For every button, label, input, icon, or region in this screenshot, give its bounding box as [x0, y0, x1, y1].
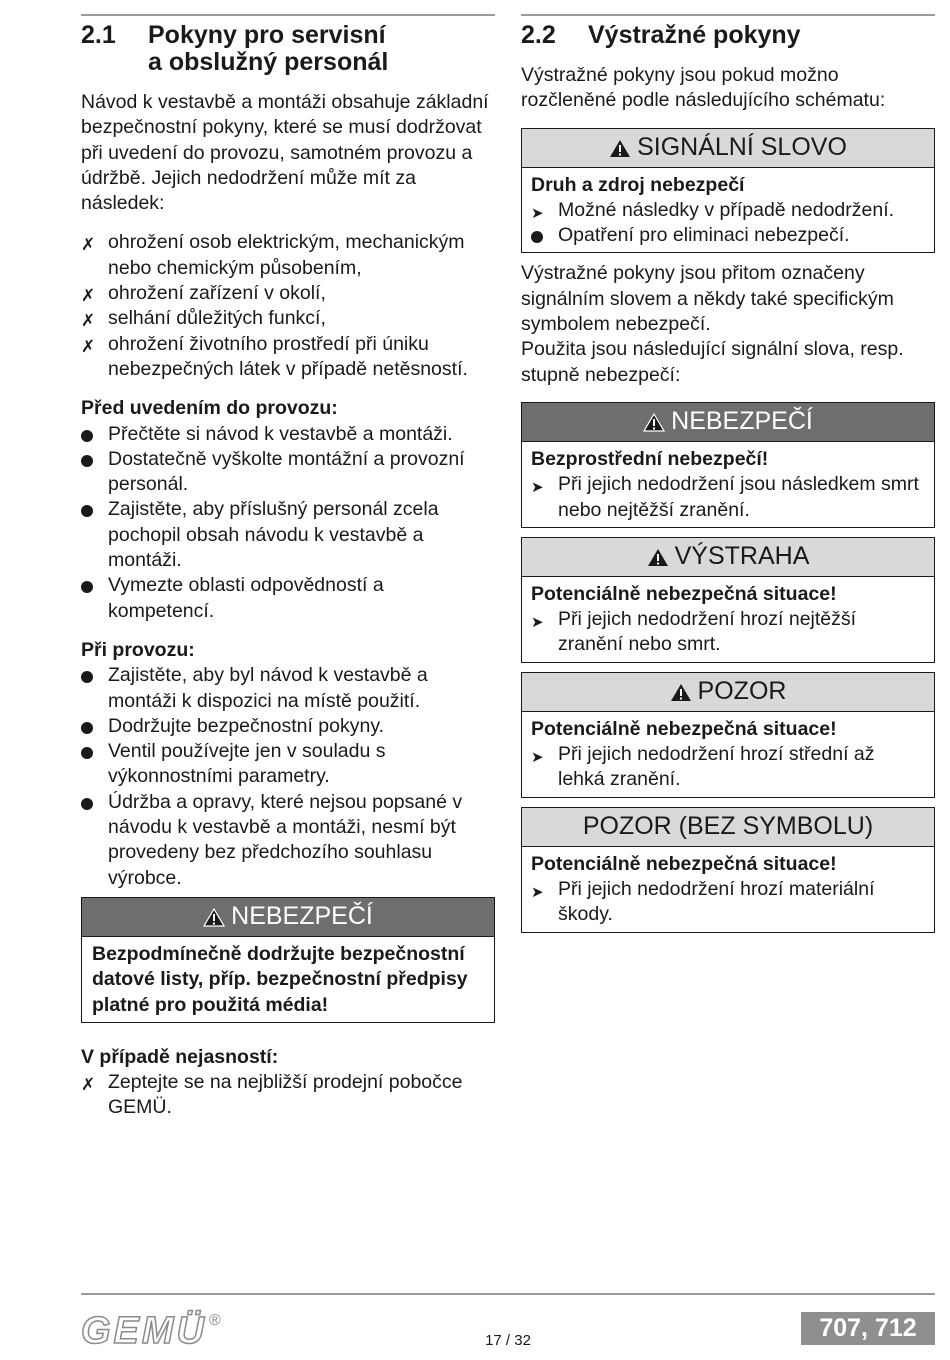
list-item: ✗ ohrožení osob elektrickým, mechanickým nebo chemickým působením, — [81, 230, 495, 281]
signal-levels-text: Použita jsou následující signální slova, resp. stupně nebezpečí: — [521, 338, 904, 386]
bullet-dot-icon — [81, 714, 105, 739]
list-item: Dostatečně vyškolte montážní a provozní personál. — [81, 447, 495, 498]
list-item: ➤ Při jejich nedodržení jsou následkem smrt nebo nejtěžší zranění. — [531, 472, 925, 523]
bullet-dot-icon — [81, 497, 105, 522]
bullet-dot-icon — [81, 573, 105, 598]
during-operation-list — [81, 663, 495, 891]
list-item: ✗ ohrožení životního prostředí při úniku nebezpečných látek v případě netěsností. — [81, 332, 495, 383]
x-mark-icon — [81, 306, 105, 331]
arrow-bullet-icon — [531, 742, 555, 768]
level-box-header: NEBEZPEČÍ — [522, 403, 934, 442]
consequence-list — [81, 230, 495, 382]
level-box-header: VÝSTRAHA — [522, 538, 934, 577]
unclear-list — [81, 1070, 495, 1121]
warning-triangle-icon — [643, 413, 665, 432]
gemu-logo — [81, 1309, 221, 1352]
level-box-danger: NEBEZPEČÍ Bezprostřední nebezpečí! ➤ Při jejich nedodržení jsou následkem smrt nebo nejtěžší zranění. — [521, 402, 935, 528]
warning-triangle-icon — [609, 139, 631, 158]
arrow-bullet-icon — [531, 607, 555, 633]
section-title: Pokyny pro servisní a obslužný personál — [148, 21, 389, 76]
scheme-box-header — [522, 129, 934, 168]
level-box-header: POZOR — [522, 673, 934, 712]
section-number: 2.1 — [81, 21, 116, 49]
intro-paragraph: Výstražné pokyny jsou pokud možno rozčleněné podle následujícího schématu: — [521, 64, 886, 112]
x-mark-icon — [81, 230, 105, 255]
x-mark-icon — [81, 281, 105, 306]
danger-box-media — [81, 897, 495, 1023]
bullet-dot-icon — [81, 447, 105, 472]
arrow-bullet-icon — [531, 198, 555, 224]
danger-box-header — [82, 898, 494, 937]
list-item: ➤ Možné následky v případě nedodržení. — [531, 198, 925, 223]
list-item: Vymezte oblasti odpovědností a kompetencí. — [81, 573, 495, 624]
logo-text: GEMÜ — [81, 1309, 207, 1352]
section-heading — [81, 22, 495, 76]
danger-box-title: NEBEZPEČÍ — [231, 902, 373, 931]
before-operation-heading: Před uvedením do provozu: — [81, 397, 338, 420]
x-mark-icon — [81, 332, 105, 357]
bullet-dot-icon — [81, 790, 105, 815]
scheme-box-title: SIGNÁLNÍ SLOVO — [637, 133, 847, 162]
registered-mark: ® — [209, 1312, 221, 1329]
footer-rule — [81, 1293, 935, 1295]
x-mark-icon — [81, 1070, 105, 1095]
section-heading — [521, 22, 935, 49]
section-title: Výstražné pokyny — [588, 21, 801, 49]
list-item: Dodržujte bezpečnostní pokyny. — [81, 714, 495, 739]
arrow-bullet-icon — [531, 472, 555, 498]
level-box-caution: POZOR Potenciálně nebezpečná situace! ➤ Při jejich nedodržení hrozí střední až lehká zranění. — [521, 672, 935, 798]
bullet-dot-icon — [81, 663, 105, 688]
section-left — [81, 22, 495, 1121]
list-item: ➤ Při jejich nedodržení hrozí střední až lehká zranění. — [531, 742, 925, 793]
list-item: ✗ selhání důležitých funkcí, — [81, 306, 495, 331]
top-rule-right — [521, 14, 935, 16]
scheme-box-subtitle: Druh a zdroj nebezpečí — [531, 173, 745, 196]
scheme-box — [521, 128, 935, 254]
unclear-heading: V případě nejasností: — [81, 1045, 279, 1068]
level-box-warning: VÝSTRAHA Potenciálně nebezpečná situace! ➤ Při jejich nedodržení hrozí nejtěžší zranění nebo smrt. — [521, 537, 935, 663]
list-item: ➤ Při jejich nedodržení hrozí nejtěžší zranění nebo smrt. — [531, 607, 925, 658]
danger-box-text: Bezpodmínečně dodržujte bezpečnostní datové listy, příp. bezpečnostní předpisy platné pro použitá média! — [92, 942, 468, 1016]
list-item: Ventil používejte jen v souladu s výkonnostními parametry. — [81, 739, 495, 790]
list-item: ➤ Při jejich nedodržení hrozí materiální škody. — [531, 877, 925, 928]
top-rule-left — [81, 14, 495, 16]
level-box-header: POZOR (BEZ SYMBOLU) — [522, 808, 934, 847]
bullet-dot-icon — [81, 422, 105, 447]
bullet-dot-icon — [81, 739, 105, 764]
list-item: Zajistěte, aby příslušný personál zcela pochopil obsah návodu k vestavbě a montáži. — [81, 497, 495, 573]
document-number-badge: 707, 712 — [801, 1312, 935, 1345]
signal-text: Výstražné pokyny jsou přitom označeny signálním slovem a někdy také specifickým symbolem nebezpečí. — [521, 262, 894, 336]
list-item: ✗ Zeptejte se na nejbližší prodejní pobočce GEMÜ. — [81, 1070, 495, 1121]
intro-paragraph: Návod k vestavbě a montáži obsahuje základní bezpečnostní pokyny, které se musí dodržovat při uvedení do provozu, samotném provozu a údržbě. Jejich nedodržení může mít za následek: — [81, 91, 489, 215]
arrow-bullet-icon — [531, 877, 555, 903]
list-item: ✗ ohrožení zařízení v okolí, — [81, 281, 495, 306]
section-right — [521, 22, 935, 933]
list-item: Zajistěte, aby byl návod k vestavbě a montáži k dispozici na místě použití. — [81, 663, 495, 714]
warning-triangle-icon — [647, 548, 669, 567]
warning-triangle-icon — [670, 683, 692, 702]
list-item: Opatření pro eliminaci nebezpečí. — [531, 223, 925, 248]
page-number: 17 / 32 — [485, 1332, 531, 1349]
list-item: Přečtěte si návod k vestavbě a montáži. — [81, 422, 495, 447]
bullet-dot-icon — [531, 223, 555, 248]
warning-triangle-icon — [203, 908, 225, 927]
level-box-notice: POZOR (BEZ SYMBOLU) Potenciálně nebezpečná situace! ➤ Při jejich nedodržení hrozí materiální škody. — [521, 807, 935, 933]
list-item: Údržba a opravy, které nejsou popsané v návodu k vestavbě a montáži, nesmí být provedeny bez předchozího souhlasu výrobce. — [81, 790, 495, 891]
section-number: 2.2 — [521, 21, 556, 49]
before-operation-list — [81, 422, 495, 624]
during-operation-heading: Při provozu: — [81, 638, 195, 661]
